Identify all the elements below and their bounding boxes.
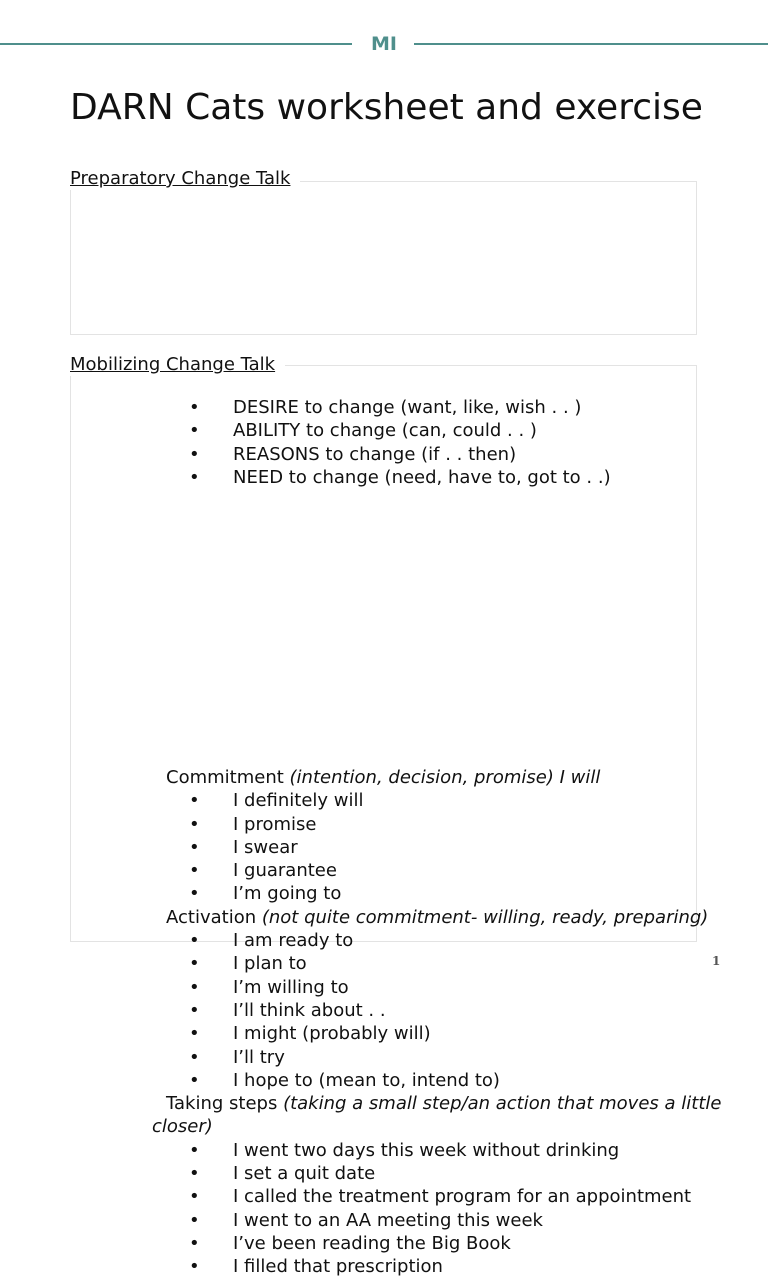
list-item: • I swear (189, 836, 298, 858)
mobilizing-list (71, 766, 756, 1279)
bullet-icon: • (189, 466, 200, 488)
list-item: • ABILITY to change (can, could . . ) (189, 420, 537, 442)
list-item: • I promise (189, 813, 317, 835)
bullet-icon: • (189, 397, 200, 418)
bullet-icon: • (189, 1209, 200, 1231)
list-item: • I hope to (mean to, intend to) (189, 1069, 500, 1091)
list-item: • I plan to (189, 953, 307, 975)
bullet-icon: • (189, 1232, 200, 1254)
list-item: • I’m willing to (189, 976, 349, 998)
mobilizing-box (70, 365, 722, 1278)
header-rule-right (414, 43, 768, 45)
list-item: • I went two days this week without drinking (189, 1139, 620, 1161)
page-number: 1 (712, 954, 721, 968)
bullet-icon: • (189, 1139, 200, 1161)
list-item: • I filled that prescription (189, 1256, 443, 1278)
bullet-icon: • (189, 930, 200, 952)
preparatory-label: Preparatory Change Talk (70, 168, 300, 190)
page-title: DARN Cats worksheet and exercise (70, 87, 703, 128)
bullet-icon: • (189, 836, 200, 858)
list-item: • NEED to change (need, have to, got to . .) (189, 466, 611, 488)
bullet-icon: • (189, 999, 200, 1021)
list-item: • I guarantee (189, 860, 337, 882)
list-item: • I’ll try (189, 1046, 285, 1068)
list-item: • I set a quit date (189, 1163, 376, 1185)
bullet-icon: • (189, 1023, 200, 1045)
list-item: • I’m going to (189, 883, 342, 905)
bullet-icon: • (189, 1069, 200, 1091)
header-rule-left (0, 43, 352, 45)
bullet-icon: • (189, 1186, 200, 1208)
bullet-icon: • (189, 976, 200, 998)
bullet-icon: • (189, 1046, 200, 1068)
activation-heading: Activation (not quite commitment- willing, ready, preparing) (166, 906, 709, 928)
list-item: • DESIRE to change (want, like, wish . . ) (189, 397, 582, 418)
bullet-icon: • (189, 1256, 200, 1278)
bullet-icon: • (189, 813, 200, 835)
bullet-icon: • (189, 443, 200, 465)
commitment-heading: Commitment (intention, decision, promise) I will (166, 767, 601, 788)
bullet-icon: • (189, 1163, 200, 1185)
list-item: • I might (probably will) (189, 1023, 431, 1045)
bullet-icon: • (189, 860, 200, 882)
list-item: • I’ll think about . . (189, 999, 386, 1021)
bullet-icon: • (189, 883, 200, 905)
list-item: • I called the treatment program for an appointment (189, 1186, 692, 1208)
list-item: • I’ve been reading the Big Book (189, 1232, 511, 1254)
bullet-icon: • (189, 953, 200, 975)
mobilizing-label: Mobilizing Change Talk (70, 354, 285, 376)
list-item: • I definitely will (189, 790, 364, 812)
list-item: • I am ready to (189, 930, 354, 952)
taking-steps-heading: Taking steps (taking a small step/an action that moves a little closer) (152, 1093, 722, 1138)
list-item: • REASONS to change (if . . then) (189, 443, 517, 465)
mi-logo: MI (371, 33, 397, 55)
list-item: • I went to an AA meeting this week (189, 1209, 543, 1231)
bullet-icon: • (189, 790, 200, 812)
bullet-icon: • (189, 420, 200, 442)
